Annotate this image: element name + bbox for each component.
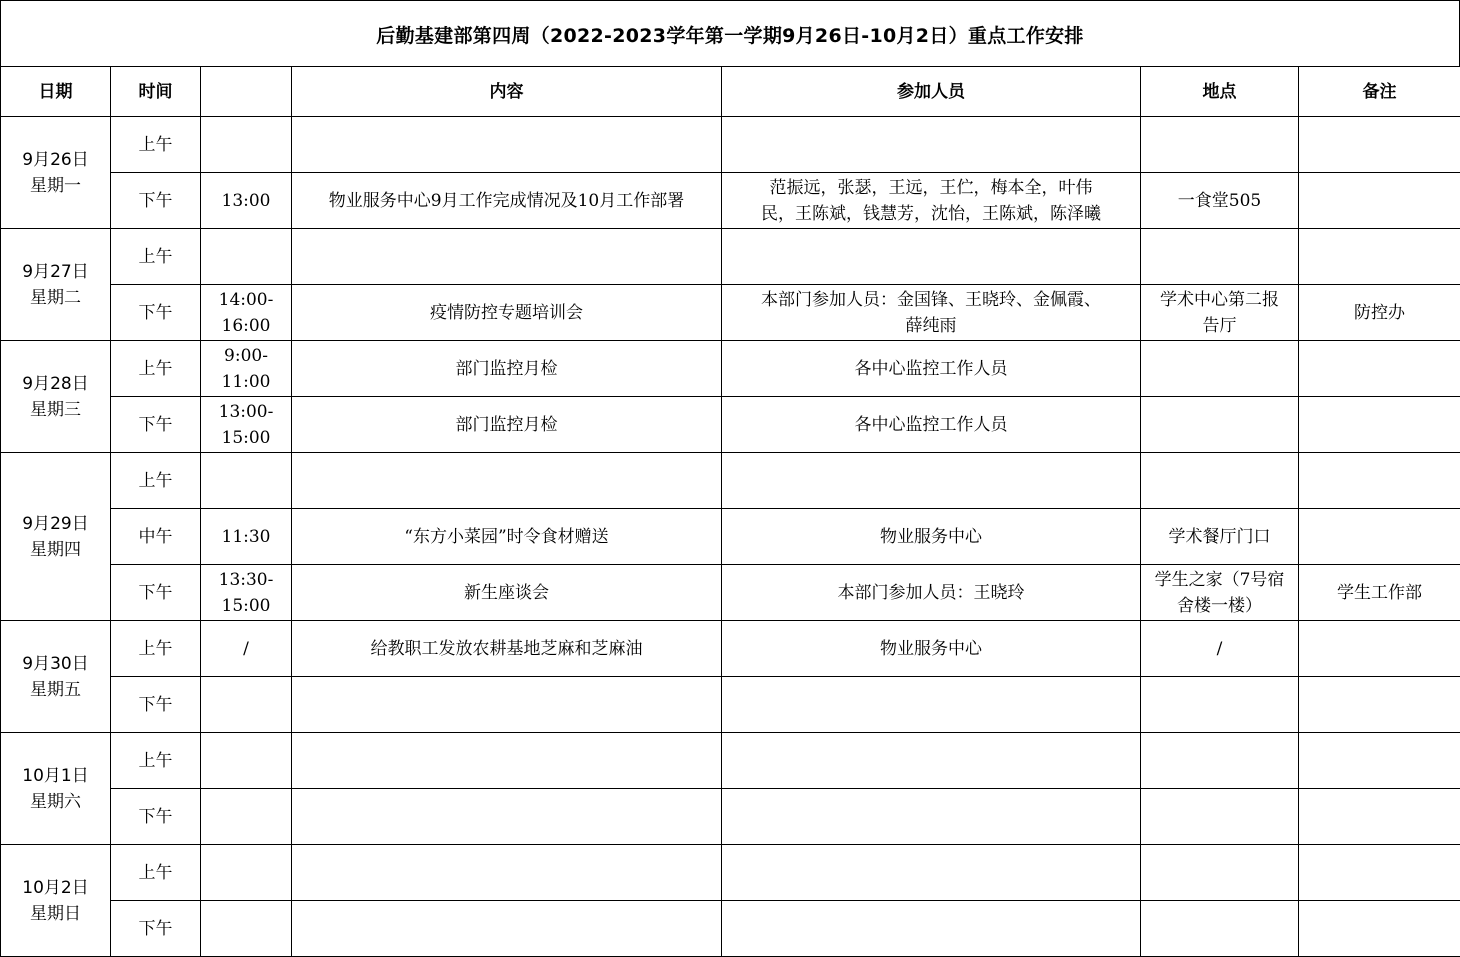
- remark-cell: [1299, 173, 1460, 229]
- location-cell: [1141, 621, 1299, 677]
- participants-line: 本部门参加人员：王晓玲: [837, 582, 1025, 603]
- table-row: [1, 789, 1460, 845]
- table-row: [1, 509, 1460, 565]
- period-cell: 下午: [111, 285, 201, 341]
- remark-cell: [1299, 845, 1460, 901]
- period-cell: 下午: [111, 397, 201, 453]
- time-cell: [201, 565, 292, 621]
- period-cell: 上午: [111, 229, 201, 285]
- time-cell: [201, 341, 292, 397]
- time-cell: [201, 285, 292, 341]
- remark-cell: [1299, 117, 1460, 173]
- participants-cell: [722, 677, 1141, 733]
- participants-cell: [722, 733, 1141, 789]
- location-cell: [1141, 453, 1299, 509]
- period-cell: 下午: [111, 789, 201, 845]
- weekday-label: 星期六: [30, 791, 81, 812]
- table-row: [1, 453, 1460, 509]
- table-row: [1, 117, 1460, 173]
- location-cell: [1141, 341, 1299, 397]
- period-cell: 下午: [111, 901, 201, 957]
- participants-cell: [722, 341, 1141, 397]
- weekday-label: 星期五: [30, 679, 81, 700]
- content-cell: [292, 733, 722, 789]
- location-cell: [1141, 789, 1299, 845]
- time-cell: [201, 621, 292, 677]
- participants-cell: [722, 453, 1141, 509]
- period-cell: 下午: [111, 565, 201, 621]
- content-cell: 部门监控月检: [292, 397, 722, 453]
- participants-cell: [722, 621, 1141, 677]
- participants-line: 物业服务中心: [880, 526, 982, 547]
- location-cell: [1141, 173, 1299, 229]
- location-cell: [1141, 229, 1299, 285]
- participants-line: 各中心监控工作人员: [854, 414, 1008, 435]
- period-cell: 下午: [111, 173, 201, 229]
- date-cell: [1, 117, 111, 229]
- table-row: [1, 341, 1460, 397]
- weekday-label: 星期一: [30, 175, 81, 196]
- participants-cell: [722, 845, 1141, 901]
- remark-cell: 学生工作部: [1299, 565, 1460, 621]
- table-row: [1, 901, 1460, 957]
- table-row: [1, 173, 1460, 229]
- period-cell: 上午: [111, 733, 201, 789]
- date-label: 9月29日: [22, 513, 89, 534]
- date-label: 9月26日: [22, 149, 89, 170]
- time-line: 13:30-: [218, 569, 274, 590]
- remark-cell: [1299, 509, 1460, 565]
- table-row: [1, 397, 1460, 453]
- content-cell: [292, 453, 722, 509]
- content-cell: 给教职工发放农耕基地芝麻和芝麻油: [292, 621, 722, 677]
- weekday-label: 星期四: [30, 539, 81, 560]
- content-cell: 物业服务中心9月工作完成情况及10月工作部署: [292, 173, 722, 229]
- header-location: 地点: [1141, 67, 1299, 117]
- location-cell: [1141, 565, 1299, 621]
- time-line: /: [243, 638, 249, 659]
- time-cell: [201, 509, 292, 565]
- participants-line: 各中心监控工作人员: [854, 358, 1008, 379]
- time-line: 14:00-: [218, 289, 274, 310]
- participants-line: 物业服务中心: [880, 638, 982, 659]
- time-line: 15:00: [221, 595, 271, 616]
- time-line: 15:00: [221, 427, 271, 448]
- location-line: 学术中心第二报: [1160, 289, 1279, 310]
- location-cell: [1141, 117, 1299, 173]
- location-cell: [1141, 509, 1299, 565]
- location-line: 告厅: [1202, 315, 1237, 336]
- location-line: 学生之家（7号宿: [1154, 569, 1285, 590]
- table-row: [1, 733, 1460, 789]
- table-row: [1, 229, 1460, 285]
- participants-line: 薛纯雨: [905, 315, 957, 336]
- content-cell: 部门监控月检: [292, 341, 722, 397]
- remark-cell: [1299, 453, 1460, 509]
- remark-cell: [1299, 341, 1460, 397]
- header-participants: 参加人员: [722, 67, 1141, 117]
- time-line: 13:00: [221, 190, 271, 211]
- date-label: 9月27日: [22, 261, 89, 282]
- remark-cell: [1299, 229, 1460, 285]
- content-cell: [292, 845, 722, 901]
- time-cell: [201, 397, 292, 453]
- content-cell: [292, 677, 722, 733]
- time-line: 9:00-: [224, 345, 268, 366]
- location-cell: [1141, 677, 1299, 733]
- time-line: 11:30: [221, 526, 271, 547]
- header-time: [201, 67, 292, 117]
- weekday-label: 星期日: [30, 903, 81, 924]
- header-row: [1, 67, 1460, 117]
- header-date: 日期: [1, 67, 111, 117]
- participants-line: 本部门参加人员：金国锋、王晓玲、金佩霞、: [761, 289, 1101, 310]
- date-cell: [1, 229, 111, 341]
- participants-cell: [722, 901, 1141, 957]
- remark-cell: [1299, 621, 1460, 677]
- content-cell: “东方小菜园”时令食材赠送: [292, 509, 722, 565]
- remark-cell: [1299, 789, 1460, 845]
- remark-cell: [1299, 733, 1460, 789]
- remark-cell: [1299, 901, 1460, 957]
- time-cell: [201, 733, 292, 789]
- remark-cell: [1299, 677, 1460, 733]
- date-label: 10月1日: [22, 765, 89, 786]
- participants-cell: [722, 397, 1141, 453]
- date-label: 9月30日: [22, 653, 89, 674]
- period-cell: 上午: [111, 117, 201, 173]
- period-cell: 上午: [111, 453, 201, 509]
- participants-cell: [722, 117, 1141, 173]
- date-cell: [1, 845, 111, 957]
- date-cell: [1, 453, 111, 621]
- remark-cell: 防控办: [1299, 285, 1460, 341]
- participants-line: 范振远，张瑟，王远，王伫，梅本全，叶伟: [769, 177, 1093, 198]
- table-row: [1, 565, 1460, 621]
- content-cell: 疫情防控专题培训会: [292, 285, 722, 341]
- location-cell: [1141, 845, 1299, 901]
- participants-cell: [722, 565, 1141, 621]
- content-cell: [292, 229, 722, 285]
- period-cell: 上午: [111, 621, 201, 677]
- content-cell: [292, 789, 722, 845]
- location-cell: [1141, 397, 1299, 453]
- participants-cell: [722, 173, 1141, 229]
- participants-line: 民，王陈斌，钱慧芳，沈怡，王陈斌，陈泽曦: [761, 203, 1101, 224]
- schedule-body: [1, 117, 1460, 957]
- content-cell: [292, 901, 722, 957]
- weekday-label: 星期二: [30, 287, 81, 308]
- content-cell: [292, 117, 722, 173]
- date-cell: [1, 733, 111, 845]
- remark-cell: [1299, 397, 1460, 453]
- schedule-table: [0, 66, 1460, 957]
- location-cell: [1141, 901, 1299, 957]
- participants-cell: [722, 285, 1141, 341]
- period-cell: 上午: [111, 341, 201, 397]
- time-line: 16:00: [221, 315, 271, 336]
- weekday-label: 星期三: [30, 399, 81, 420]
- location-line: 舍楼一楼）: [1177, 595, 1262, 616]
- period-cell: 上午: [111, 845, 201, 901]
- location-line: /: [1216, 638, 1223, 659]
- date-cell: [1, 341, 111, 453]
- time-cell: [201, 677, 292, 733]
- time-cell: [201, 117, 292, 173]
- date-label: 10月2日: [22, 877, 89, 898]
- time-line: 11:00: [221, 371, 271, 392]
- location-line: 学术餐厅门口: [1168, 526, 1271, 547]
- time-cell: [201, 789, 292, 845]
- time-cell: [201, 229, 292, 285]
- header-period: 时间: [111, 67, 201, 117]
- header-content: 内容: [292, 67, 722, 117]
- table-row: [1, 845, 1460, 901]
- location-cell: [1141, 733, 1299, 789]
- time-line: 13:00-: [218, 401, 274, 422]
- time-cell: [201, 845, 292, 901]
- header-remark: 备注: [1299, 67, 1460, 117]
- time-cell: [201, 453, 292, 509]
- period-cell: 中午: [111, 509, 201, 565]
- table-row: [1, 285, 1460, 341]
- table-row: [1, 677, 1460, 733]
- participants-cell: [722, 229, 1141, 285]
- content-cell: 新生座谈会: [292, 565, 722, 621]
- location-line: 一食堂505: [1177, 190, 1262, 211]
- period-cell: 下午: [111, 677, 201, 733]
- participants-cell: [722, 509, 1141, 565]
- time-cell: [201, 901, 292, 957]
- table-row: [1, 621, 1460, 677]
- location-cell: [1141, 285, 1299, 341]
- schedule-title: 后勤基建部第四周（2022-2023学年第一学期9月26日-10月2日）重点工作安排: [0, 0, 1460, 67]
- date-cell: [1, 621, 111, 733]
- time-cell: [201, 173, 292, 229]
- date-label: 9月28日: [22, 373, 89, 394]
- participants-cell: [722, 789, 1141, 845]
